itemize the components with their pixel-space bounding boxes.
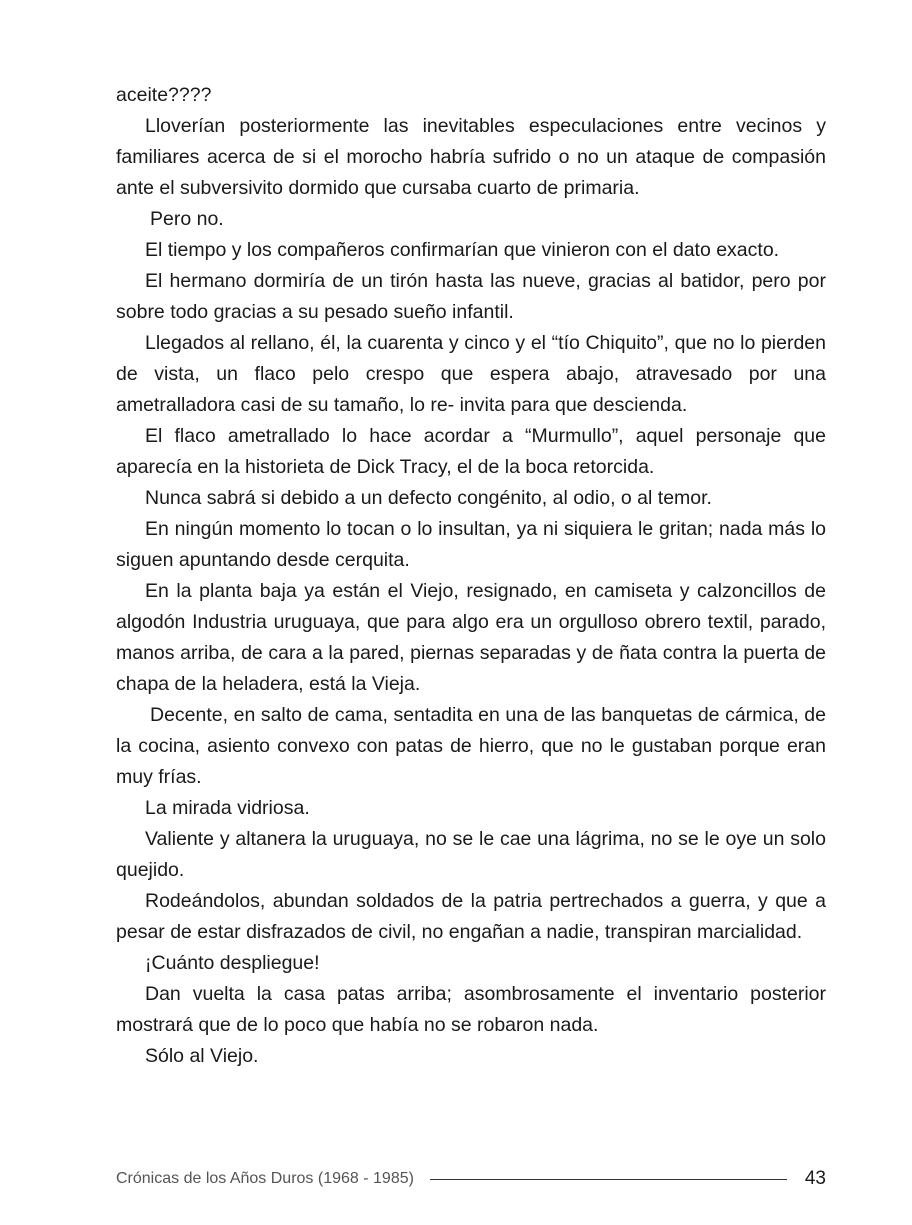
paragraph: El flaco ametrallado lo hace acordar a “Murmullo”, aquel personaje que aparecía en la historieta de Dick Tracy, el de la boca retorcida. bbox=[116, 425, 826, 478]
paragraph: Sólo al Viejo. bbox=[145, 1045, 259, 1067]
paragraph: La mirada vidriosa. bbox=[145, 797, 310, 819]
paragraph: Dan vuelta la casa patas arriba; asombrosamente el inventario posterior mostrará que de lo poco que había no se robaron nada. bbox=[116, 983, 826, 1036]
paragraph: En ningún momento lo tocan o lo insultan, ya ni siquiera le gritan; nada más lo siguen apuntando desde cerquita. bbox=[116, 518, 826, 571]
paragraph: Pero no. bbox=[150, 208, 224, 230]
paragraph: Decente, en salto de cama, sentadita en una de las banquetas de cármica, de la cocina, asiento convexo con patas de hierro, que no le gustaban porque eran muy frías. bbox=[116, 704, 826, 788]
paragraph: Llegados al rellano, él, la cuarenta y cinco y el “tío Chiquito”, que no lo pierden de vista, un flaco pelo crespo que espera abajo, atravesado por una ametralladora casi de su tamaño, lo re- invita para que descienda. bbox=[116, 332, 826, 416]
paragraph: Lloverían posteriormente las inevitables especulaciones entre vecinos y familiares acerca de si el morocho habría sufrido o no un ataque de compasión ante el subversivito dormido que cursaba cuarto de primaria. bbox=[116, 115, 826, 199]
book-title: Crónicas de los Años Duros (1968 - 1985) bbox=[116, 1170, 414, 1187]
paragraph: aceite???? bbox=[116, 84, 212, 106]
paragraph: El tiempo y los compañeros confirmarían que vinieron con el dato exacto. bbox=[145, 239, 780, 261]
page-number: 43 bbox=[804, 1168, 826, 1189]
page-footer bbox=[116, 1166, 826, 1192]
paragraph: Rodeándolos, abundan soldados de la patria pertrechados a guerra, y que a pesar de estar disfrazados de civil, no engañan a nadie, transpiran marcialidad. bbox=[116, 890, 826, 943]
paragraph: ¡Cuánto despliegue! bbox=[145, 952, 320, 974]
page-body bbox=[116, 80, 826, 1072]
paragraph: Nunca sabrá si debido a un defecto congénito, al odio, o al temor. bbox=[145, 487, 712, 509]
paragraph: En la planta baja ya están el Viejo, resignado, en camiseta y calzoncillos de algodón Industria uruguaya, que para algo era un orgulloso obrero textil, parado, manos arriba, de cara a la pared, piernas separadas y de ñata contra la puerta de chapa de la heladera, está la Vieja. bbox=[116, 580, 826, 695]
paragraph: El hermano dormiría de un tirón hasta las nueve, gracias al batidor, pero por sobre todo gracias a su pesado sueño infantil. bbox=[116, 270, 826, 323]
footer-divider bbox=[430, 1179, 787, 1180]
paragraph: Valiente y altanera la uruguaya, no se le cae una lágrima, no se le oye un solo quejido. bbox=[116, 828, 826, 881]
